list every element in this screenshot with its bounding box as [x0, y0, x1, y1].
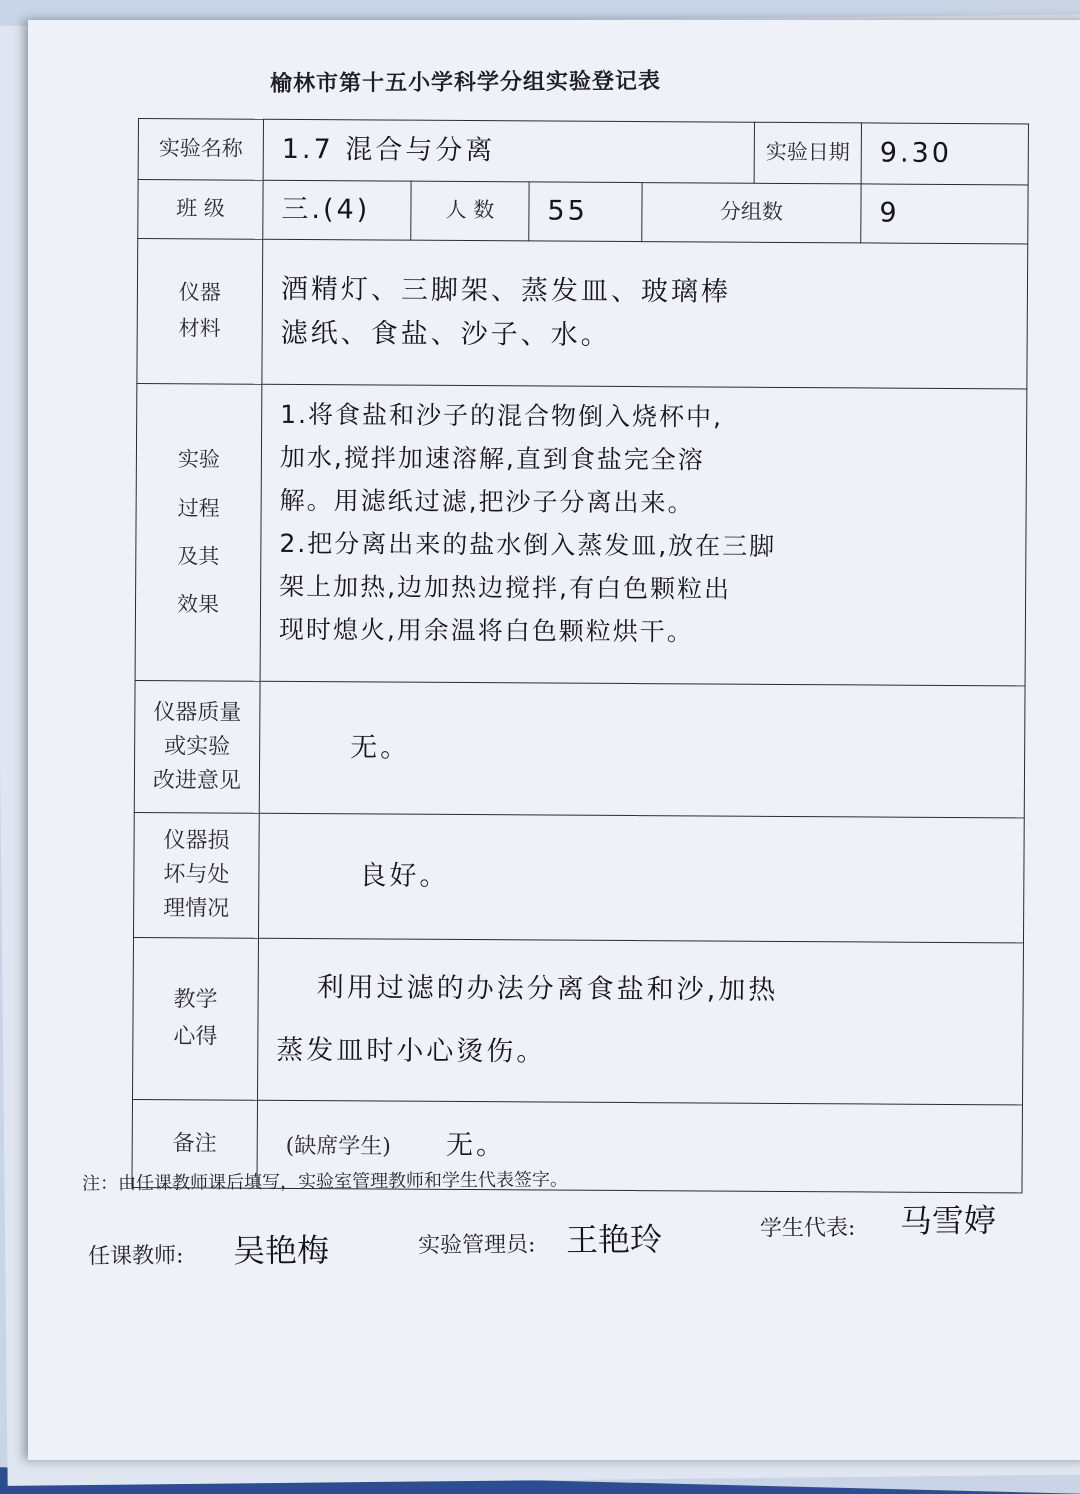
- experiment-name-label: 实验名称: [138, 119, 263, 181]
- quality-label-line: 或实验: [164, 733, 231, 760]
- materials-line: 酒精灯、三脚架、蒸发皿、玻璃棒: [280, 274, 732, 308]
- row-materials: [137, 239, 1028, 389]
- damage-value: 良好。: [258, 814, 1024, 943]
- form-table: [131, 118, 1029, 1193]
- student-count-value: 55: [529, 182, 642, 242]
- process-value: [260, 384, 1027, 686]
- teaching-line: 利用过滤的办法分离食盐和沙,加热: [316, 972, 779, 1006]
- process-label: [135, 383, 262, 681]
- quality-value: 无。: [259, 681, 1025, 818]
- student-signature: 马雪婷: [899, 1201, 997, 1241]
- materials-line: 滤纸、食盐、沙子、水。: [280, 317, 611, 351]
- teacher-signature-label: 任课教师:: [88, 1243, 184, 1270]
- absent-students-label: (缺席学生): [285, 1133, 391, 1160]
- registration-form: [131, 118, 1028, 1193]
- process-line: 1.将食盐和沙子的混合物倒入烧杯中,: [280, 399, 724, 432]
- teaching-value: [257, 938, 1023, 1106]
- group-count-label: 分组数: [642, 183, 861, 243]
- row-teaching: [133, 937, 1024, 1105]
- materials-label-line: 仪器: [178, 280, 222, 305]
- process-label-line: 实验: [177, 447, 220, 472]
- materials-value: [262, 239, 1028, 388]
- quality-label-line: 仪器质量: [153, 699, 242, 726]
- process-line: 2.把分离出来的盐水倒入蒸发皿,放在三脚: [279, 528, 777, 561]
- student-count-label: 人 数: [411, 181, 529, 241]
- materials-label: [137, 239, 263, 384]
- footnote: 注：由任课教师课后填写，实验室管理教师和学生代表签字。: [81, 1169, 569, 1195]
- process-label-line: 及其: [177, 544, 220, 569]
- quality-label: [134, 680, 260, 813]
- process-line: 解。用滤纸过滤,把沙子分离出来。: [279, 485, 695, 518]
- damage-label-line: 理情况: [163, 896, 230, 922]
- student-signature-label: 学生代表:: [759, 1215, 856, 1242]
- experiment-date-value: 9.30: [861, 123, 1028, 185]
- teaching-label-line: 教学: [173, 987, 218, 1013]
- quality-label-line: 改进意见: [152, 767, 242, 794]
- damage-label-line: 仪器损: [163, 827, 230, 854]
- teaching-line: 蒸发皿时小心烫伤。: [276, 1035, 547, 1068]
- row-experiment-name: [138, 119, 1028, 186]
- teaching-label: [133, 937, 259, 1101]
- process-line: 架上加热,边加热边搅拌,有白色颗粒出: [279, 571, 732, 604]
- damage-label-line: 坏与处: [163, 862, 230, 888]
- experiment-date-label: 实验日期: [754, 122, 861, 184]
- admin-signature-label: 实验管理员:: [417, 1232, 536, 1259]
- absent-students-value: 无。: [445, 1129, 507, 1162]
- row-quality: [134, 680, 1025, 818]
- class-label: 班 级: [138, 180, 263, 240]
- admin-signature: 王艳玲: [565, 1220, 663, 1260]
- row-damage: [133, 813, 1024, 943]
- class-value: 三.(4): [263, 180, 411, 240]
- process-line: 现时熄火,用余温将白色颗粒烘干。: [278, 614, 694, 647]
- document-title: 榆林市第十五小学科学分组实验登记表: [269, 68, 662, 97]
- process-label-line: 过程: [177, 495, 220, 521]
- process-line: 加水,搅拌加速溶解,直到食盐完全溶: [279, 442, 705, 475]
- experiment-name-value: 1.7 混合与分离: [263, 119, 754, 183]
- remarks-label: 备注: [132, 1100, 258, 1188]
- process-label-line: 效果: [176, 592, 220, 617]
- teacher-signature: 吴艳梅: [232, 1231, 330, 1271]
- materials-label-line: 材料: [178, 316, 221, 341]
- signature-row: [88, 1201, 1079, 1280]
- group-count-value: 9: [861, 184, 1028, 244]
- teaching-label-line: 心得: [173, 1024, 218, 1050]
- damage-label: [133, 813, 259, 938]
- row-class: [138, 180, 1028, 244]
- row-process: [135, 383, 1027, 686]
